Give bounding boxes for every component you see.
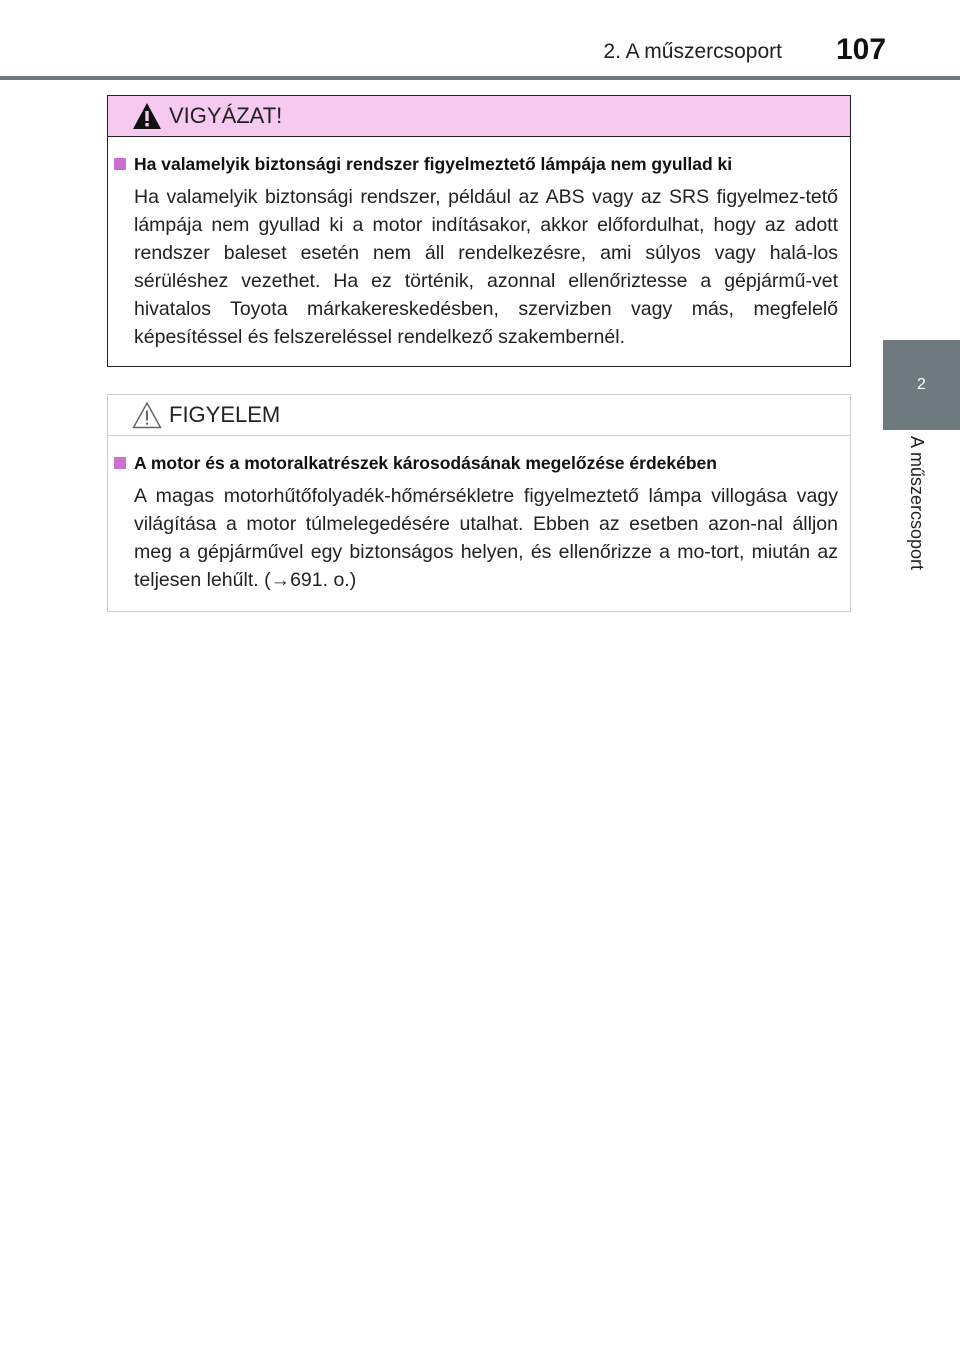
warning-box bbox=[107, 95, 851, 367]
chapter-tab bbox=[883, 340, 960, 430]
notice-title: FIGYELEM bbox=[169, 402, 281, 427]
warning-triangle-outline-icon bbox=[132, 401, 162, 429]
page-number: 107 bbox=[836, 33, 887, 66]
warning-title: VIGYÁZAT! bbox=[169, 103, 283, 128]
bullet-square-icon bbox=[114, 158, 126, 170]
warning-header bbox=[108, 96, 850, 137]
warning-item-text: Ha valamelyik biztonsági rendszer, például az ABS vagy az SRS figyelmez-tető lámpája nem gyullad ki a motor indításakor, akkor előfordulhat, hogy az adott rendszer baleset esetén nem áll rendelkezésre, ami súlyos vagy halá-los sérüléshez vezethet. Ha ez történik, azonnal ellenőriztesse a gépjármű-vet hivatalos Toyota márkakereskedésben, szervizben vagy más, megfelelő képesítéssel és felszereléssel rendelkező szakembernél. bbox=[134, 186, 838, 348]
bullet-square-icon bbox=[114, 457, 126, 469]
header-rule bbox=[0, 76, 960, 80]
notice-item-title: A motor és a motoralkatrészek károsodásának megelőzése érdekében bbox=[114, 452, 836, 474]
warning-item-title: Ha valamelyik biztonsági rendszer figyelmeztető lámpája nem gyullad ki bbox=[114, 153, 836, 175]
notice-box bbox=[107, 394, 851, 612]
notice-item-text: A magas motorhűtőfolyadék-hőmérsékletre figyelmeztető lámpa villogása vagy világítása a motor túlmelegedésére utalhat. Ebben az esetben azon-nal álljon meg a gépjárművel egy biztonságos helyen, és ellenőrizze a mo-tort, miután az teljesen lehűlt. (→691. o.) bbox=[134, 485, 838, 591]
chapter-label: A műszercsoport bbox=[907, 436, 927, 571]
notice-header bbox=[108, 395, 850, 436]
chapter-number: 2 bbox=[917, 376, 926, 393]
warning-triangle-filled-icon bbox=[132, 102, 162, 130]
section-title: 2. A műszercsoport bbox=[603, 40, 782, 63]
